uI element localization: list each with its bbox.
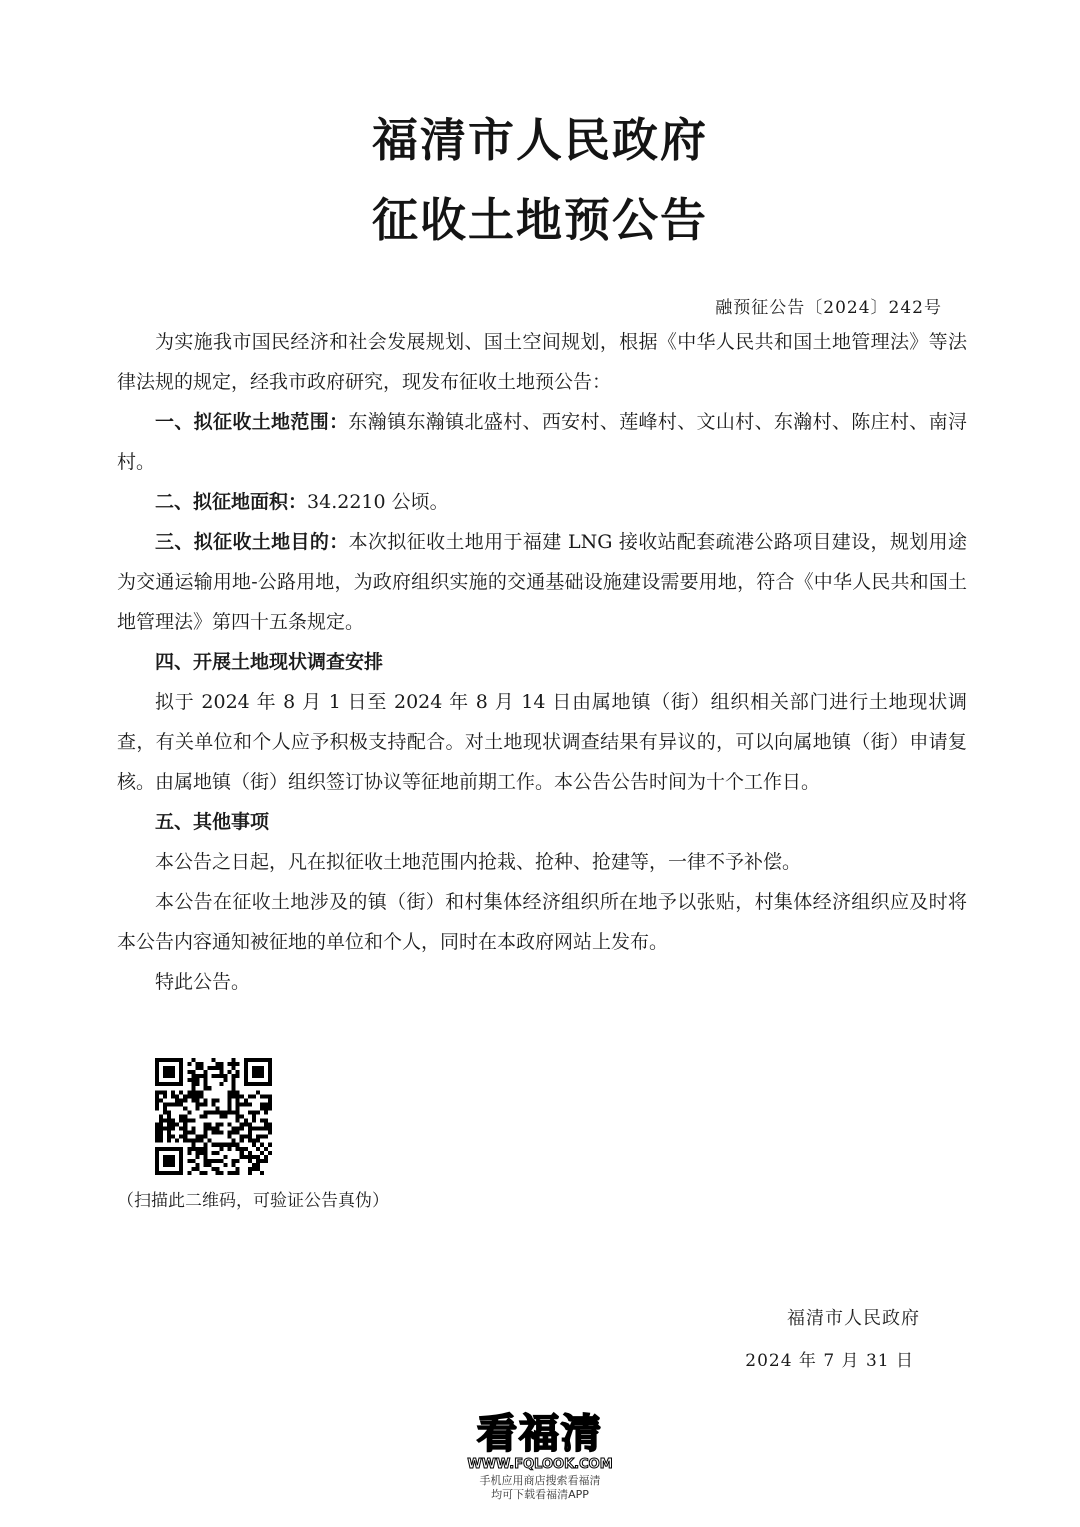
section-4	[117, 642, 967, 682]
signature-org: 福清市人民政府	[787, 1308, 920, 1329]
section-4-heading: 四、开展土地现状调查安排	[155, 651, 384, 673]
section-1	[117, 402, 967, 482]
qr-code[interactable]	[155, 1058, 272, 1175]
page-subtitle: 征收土地预公告	[372, 193, 708, 247]
watermark	[0, 1412, 1080, 1502]
watermark-line-1: 手机应用商店搜索看福清	[479, 1474, 601, 1487]
section-1-text: 东瀚镇东瀚镇北盛村、西安村、莲峰村、文山村、东瀚村、陈庄村、南浔村。	[117, 411, 967, 473]
page-title: 福清市人民政府	[372, 113, 708, 167]
section-1-heading: 一、拟征收土地范围：	[155, 411, 349, 433]
qr-caption: （扫描此二维码，可验证公告真伪）	[117, 1191, 389, 1211]
section-5	[117, 802, 967, 842]
section-2-heading: 二、拟征地面积：	[155, 491, 308, 513]
section-5-text-2: 本公告在征收土地涉及的镇（街）和村集体经济组织所在地予以张贴，村集体经济组织应及时将本公告内容通知被征地的单位和个人，同时在本政府网站上发布。	[117, 891, 967, 953]
watermark-logo: 看福清	[477, 1411, 603, 1457]
section-4-text: 拟于 2024 年 8 月 1 日至 2024 年 8 月 14 日由属地镇（街）组织相关部门进行土地现状调查，有关单位和个人应予积极支持配合。对土地现状调查结果有异议的，可以向属地镇（街）申请复核。由属地镇（街）组织签订协议等征地前期工作。本公告公告时间为十个工作日。	[117, 691, 967, 793]
watermark-line-2: 均可下载看福清APP	[491, 1488, 589, 1501]
section-3	[117, 522, 967, 642]
section-2	[117, 482, 967, 522]
signature-date: 2024 年 7 月 31 日	[745, 1351, 914, 1371]
intro-paragraph: 为实施我市国民经济和社会发展规划、国土空间规划，根据《中华人民共和国土地管理法》等法律法规的规定，经我市政府研究，现发布征收土地预公告：	[117, 331, 967, 393]
notice-body	[117, 322, 967, 1002]
section-2-text: 34.2210 公顷。	[307, 491, 449, 513]
document-number: 融预征公告〔2024〕242号	[715, 298, 942, 318]
section-3-text: 本次拟征收土地用于福建 LNG 接收站配套疏港公路项目建设，规划用途为交通运输用地-公路用地，为政府组织实施的交通基础设施建设需要用地，符合《中华人民共和国土地管理法》第四十五条规定。	[117, 531, 967, 633]
section-5-heading: 五、其他事项	[155, 811, 270, 833]
section-3-heading: 三、拟征收土地目的：	[155, 531, 349, 553]
section-5-text-1: 本公告之日起，凡在拟征收土地范围内抢栽、抢种、抢建等，一律不予补偿。	[155, 851, 802, 873]
watermark-url: WWW.FQLOOK.COM	[467, 1457, 613, 1472]
closing-line: 特此公告。	[155, 971, 251, 993]
